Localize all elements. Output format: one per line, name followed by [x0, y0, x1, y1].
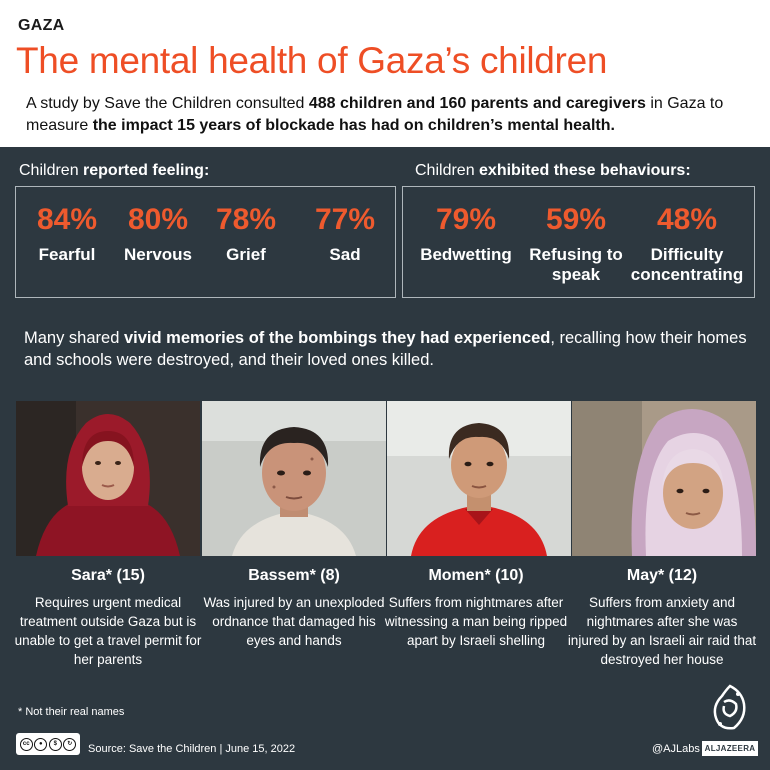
- stat-label: Grief: [226, 245, 266, 264]
- stat-value: 48%: [656, 203, 718, 236]
- stat-value: 80%: [127, 203, 189, 236]
- photo-sara: [16, 401, 200, 556]
- cc-icon: cc: [20, 738, 33, 751]
- child-description: Suffers from anxiety and nightmares after she was injured by an Israeli air raid that destroyed her house: [567, 595, 757, 667]
- child-name: Momen* (10): [428, 567, 524, 584]
- memories-text: [24, 327, 749, 371]
- stat-value: 78%: [215, 203, 277, 236]
- intro-bold: the impact 15 years of blockade has had on children’s mental health.: [92, 117, 615, 134]
- stat-bedwetting: [410, 203, 522, 265]
- child-card-momen: [380, 562, 572, 650]
- memories-part: , recalling how their homes and schools were destroyed, and their loved ones killed.: [24, 329, 747, 369]
- memories-bold: vivid memories of the bombings they had experienced: [123, 329, 551, 347]
- stat-value: 77%: [314, 203, 376, 236]
- child-name: Sara* (15): [71, 567, 145, 584]
- photo-may: [572, 401, 756, 556]
- photo-momen: [387, 401, 571, 556]
- brand-wordmark: ALJAZEERA: [702, 741, 758, 756]
- intro-part: A study by Save the Children consulted: [26, 95, 309, 112]
- child-description: Suffers from nightmares after witnessing a man being ripped apart by Israeli shelling: [384, 595, 568, 648]
- stat-difficulty-concentrating: [624, 203, 750, 285]
- stat-nervous: [113, 203, 203, 265]
- stat-sad: [300, 203, 390, 265]
- stat-label: Fearful: [38, 245, 96, 264]
- stat-value: 84%: [36, 203, 98, 236]
- header-area: [0, 0, 770, 147]
- by-icon: ●: [34, 738, 47, 751]
- stat-label: Bedwetting: [420, 245, 512, 264]
- stat-grief: [203, 203, 289, 265]
- aljazeera-logo-icon: [708, 684, 752, 732]
- child-card-may: [566, 562, 758, 669]
- feelings-heading: [19, 162, 209, 180]
- stat-refusing-to-speak: [528, 203, 624, 285]
- region-kicker: GAZA: [18, 17, 65, 34]
- child-name: Bassem* (8): [248, 567, 340, 584]
- creative-commons-icon: [16, 733, 80, 755]
- stat-label: Difficulty concentrating: [630, 245, 744, 284]
- source-credit: Source: Save the Children | June 15, 2022: [88, 743, 296, 755]
- stat-value: 79%: [435, 203, 497, 236]
- feelings-heading-bold: reported feeling:: [83, 162, 210, 179]
- twitter-handle: @AJLabs: [652, 743, 700, 755]
- intro-bold: 488 children and 160 parents and caregivers: [308, 95, 646, 112]
- photo-bassem: [202, 401, 386, 556]
- child-description: Requires urgent medical treatment outside Gaza but is unable to get a travel permit for her parents: [14, 595, 202, 667]
- child-card-bassem: [198, 562, 390, 650]
- stat-label: Refusing to speak: [529, 245, 623, 284]
- stat-label: Sad: [329, 245, 361, 264]
- feelings-heading-plain: Children: [19, 162, 84, 179]
- child-description: Was injured by an unexploded ordnance that damaged his eyes and hands: [203, 595, 385, 648]
- stat-label: Nervous: [123, 245, 193, 264]
- nc-icon: $: [49, 738, 62, 751]
- sa-icon: ↻: [63, 738, 76, 751]
- intro-part: in Gaza to measure: [26, 95, 724, 134]
- memories-part: Many shared: [24, 329, 124, 347]
- behaviours-heading-plain: Children: [415, 162, 480, 179]
- child-name: May* (12): [626, 567, 698, 584]
- page-title: The mental health of Gaza’s children: [16, 40, 608, 81]
- stat-fearful: [22, 203, 112, 265]
- behaviours-heading: [415, 162, 691, 180]
- footnote: * Not their real names: [18, 706, 125, 718]
- child-card-sara: [12, 562, 204, 669]
- behaviours-heading-bold: exhibited these behaviours:: [479, 162, 691, 179]
- intro-text: [26, 93, 761, 137]
- stat-value: 59%: [545, 203, 607, 236]
